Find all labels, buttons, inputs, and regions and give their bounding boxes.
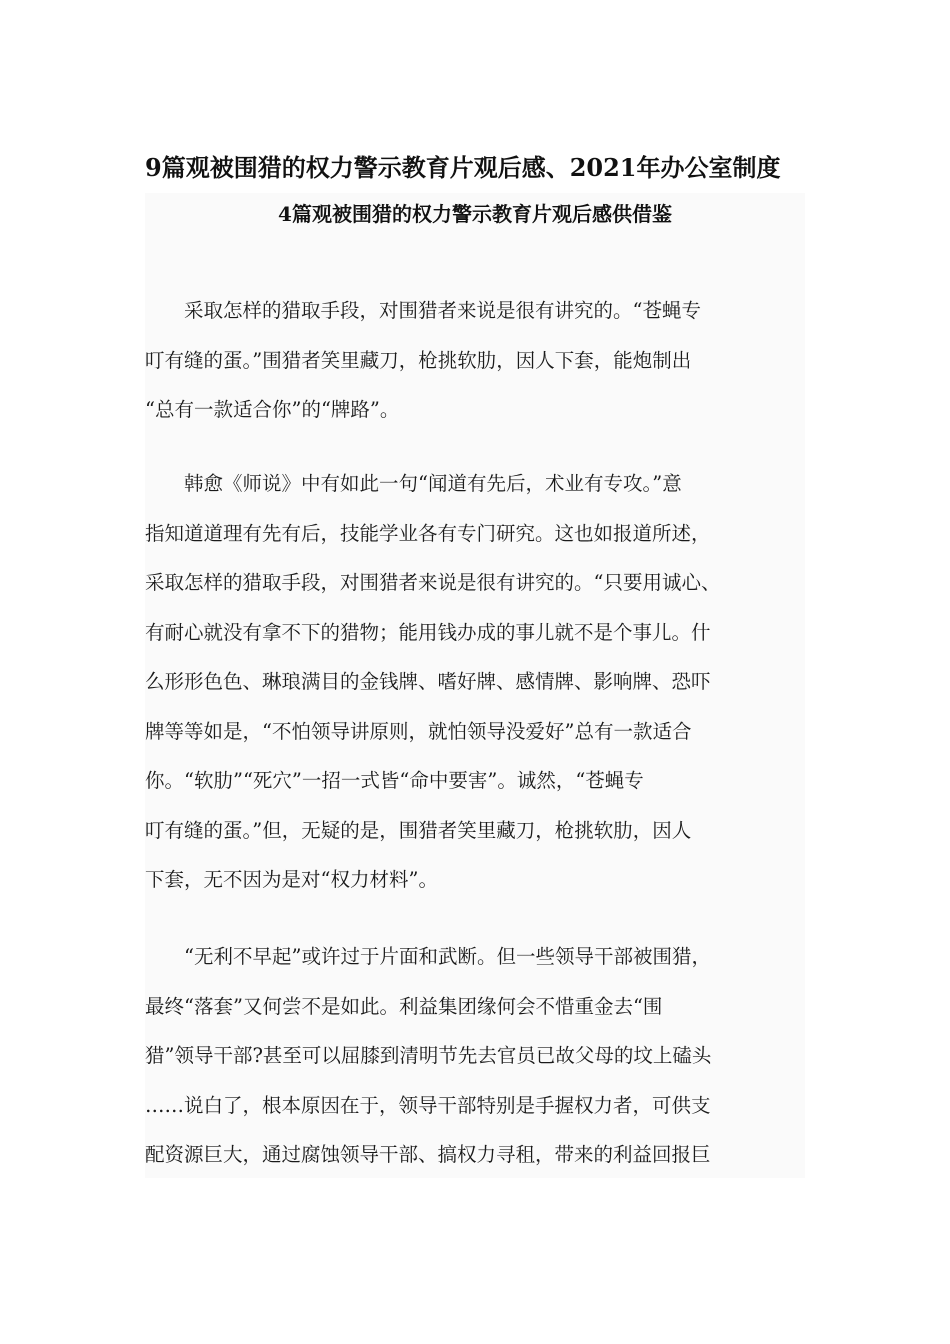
paragraph-line: 指知道道理有先有后，技能学业各有专门研究。这也如报道所述， [145, 521, 711, 545]
paragraph-line: “无利不早起”或许过于片面和武断。但一些领导干部被围猎， [145, 945, 711, 968]
paragraph-3 [145, 932, 810, 1180]
paragraph-2 [145, 459, 810, 905]
paragraph-line: 配资源巨大，通过腐蚀领导干部、搞权力寻租，带来的利益回报巨 [145, 1143, 711, 1166]
paragraph-line: 有耐心就没有拿不下的猎物；能用钱办成的事儿就不是个事儿。什 [145, 620, 711, 644]
document-title: 9篇观被围猎的权力警示教育片观后感、2021年办公室制度 [145, 153, 781, 182]
paragraph-line: 最终“落套”又何尝不是如此。利益集团缘何会不惜重金去“围 [145, 994, 663, 1018]
paragraph-line: 牌等等如是，“不怕领导讲原则，就怕领导没爱好”总有一款适合 [145, 719, 692, 743]
paragraph-line: 么形形色色、琳琅满目的金钱牌、嗜好牌、感情牌、影响牌、恐吓 [145, 670, 711, 693]
paragraph-line: 叮有缝的蛋。”但，无疑的是，围猎者笑里藏刀，枪挑软肋，因人 [145, 818, 692, 842]
paragraph-line: 猎”领导干部?甚至可以屈膝到清明节先去官员已故父母的坟上磕头 [145, 1044, 712, 1067]
paragraph-line: 韩愈《师说》中有如此一句“闻道有先后，术业有专攻。”意 [145, 472, 682, 495]
paragraph-line: 下套，无不因为是对“权力材料”。 [145, 868, 438, 891]
paragraph-line: “总有一款适合你”的“牌路”。 [145, 398, 400, 421]
paragraph-line: 采取怎样的猎取手段，对围猎者来说是很有讲究的。“苍蝇专 [145, 299, 701, 322]
paragraph-1 [145, 286, 810, 435]
paragraph-line: 你。“软肋”“死穴”一招一式皆“命中要害”。诚然，“苍蝇专 [145, 769, 644, 792]
article-subtitle: 4篇观被围猎的权力警示教育片观后感供借鉴 [278, 202, 672, 226]
paragraph-line: 采取怎样的猎取手段，对围猎者来说是很有讲究的。“只要用诚心、 [145, 571, 721, 594]
paragraph-line: 叮有缝的蛋。”围猎者笑里藏刀，枪挑软肋，因人下套，能炮制出 [145, 348, 692, 372]
paragraph-line: ……说白了，根本原因在于，领导干部特别是手握权力者，可供支 [145, 1093, 711, 1117]
